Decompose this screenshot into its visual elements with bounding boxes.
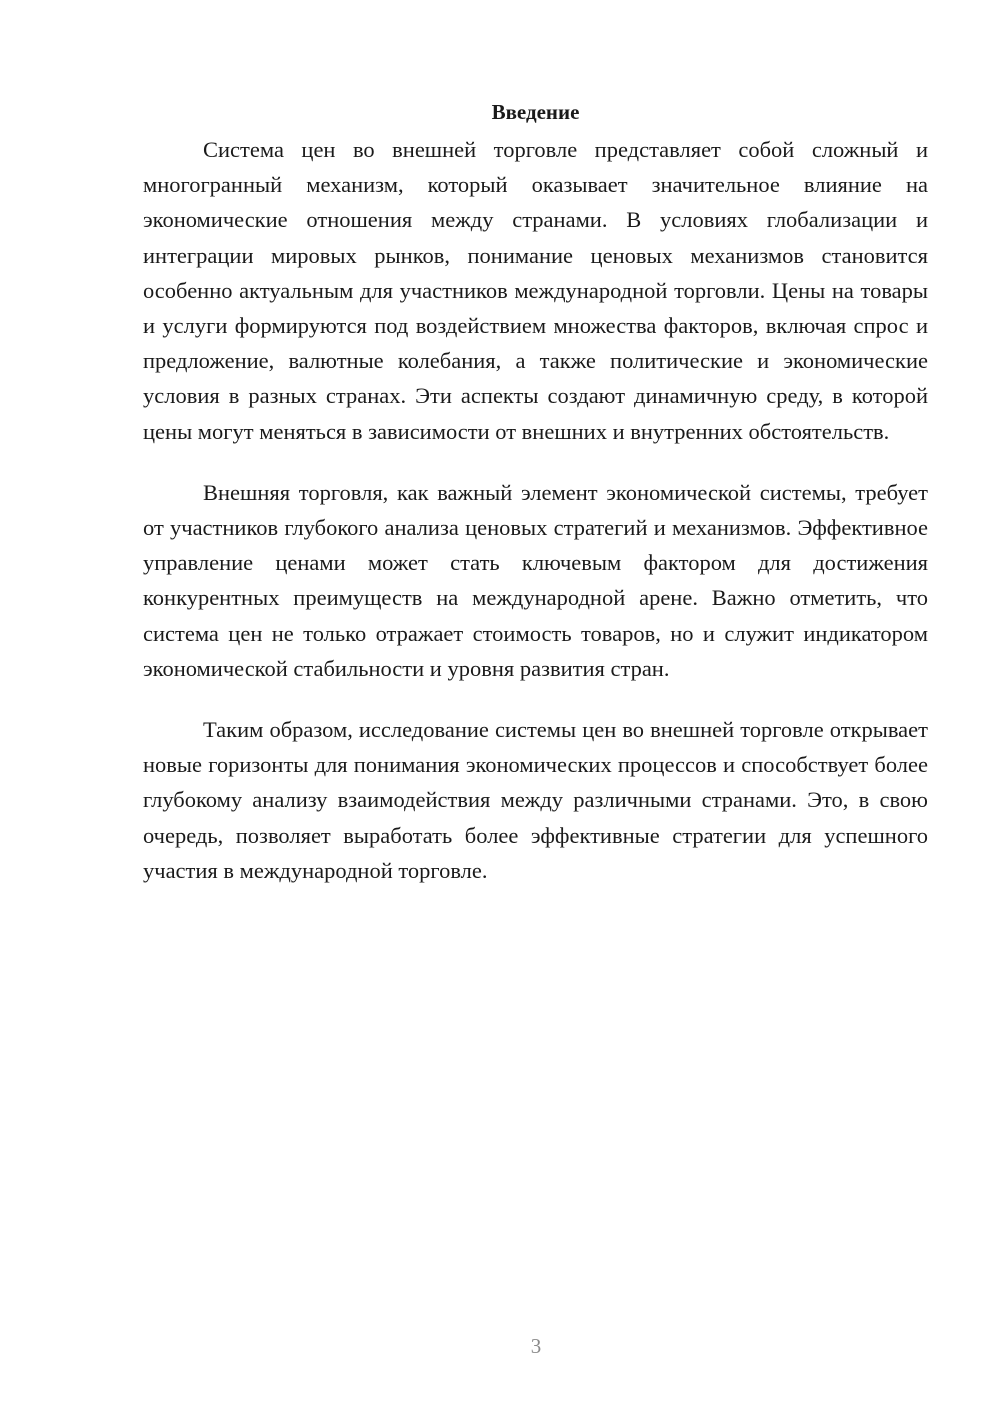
paragraph-2: Внешняя торговля, как важный элемент экономической системы, требует от участников глубокого анализа ценовых стратегий и механизмов. Эффективное управление ценами может стать ключевым фактором для достижения конкурентных преимуществ на международной арене. Важно отметить, что система цен не только отражает стоимость товаров, но и служит индикатором экономической стабильности и уровня развития стран. [143, 479, 928, 681]
page-number: 3 [530, 1334, 542, 1358]
paragraph-1: Система цен во внешней торговле представляет собой сложный и многогранный механизм, который оказывает значительное влияние на экономические отношения между странами. В условиях глобализации и интеграции мировых рынков, понимание ценовых механизмов становится особенно актуальным для участников международной торговли. Цены на товары и услуги формируются под воздействием множества факторов, включая спрос и предложение, валютные колебания, а также политические и экономические условия в разных странах. Эти аспекты создают динамичную среду, в которой цены могут меняться в зависимости от внешних и внутренних обстоятельств. [143, 137, 928, 444]
document-body [143, 96, 928, 914]
section-title: Введение [491, 100, 580, 124]
paragraph-3: Таким образом, исследование системы цен во внешней торговле открывает новые горизонты для понимания экономических процессов и способствует более глубокому анализу взаимодействия между различными странами. Это, в свою очередь, позволяет выработать более эффективные стратегии для успешного участия в международной торговле. [143, 717, 928, 883]
